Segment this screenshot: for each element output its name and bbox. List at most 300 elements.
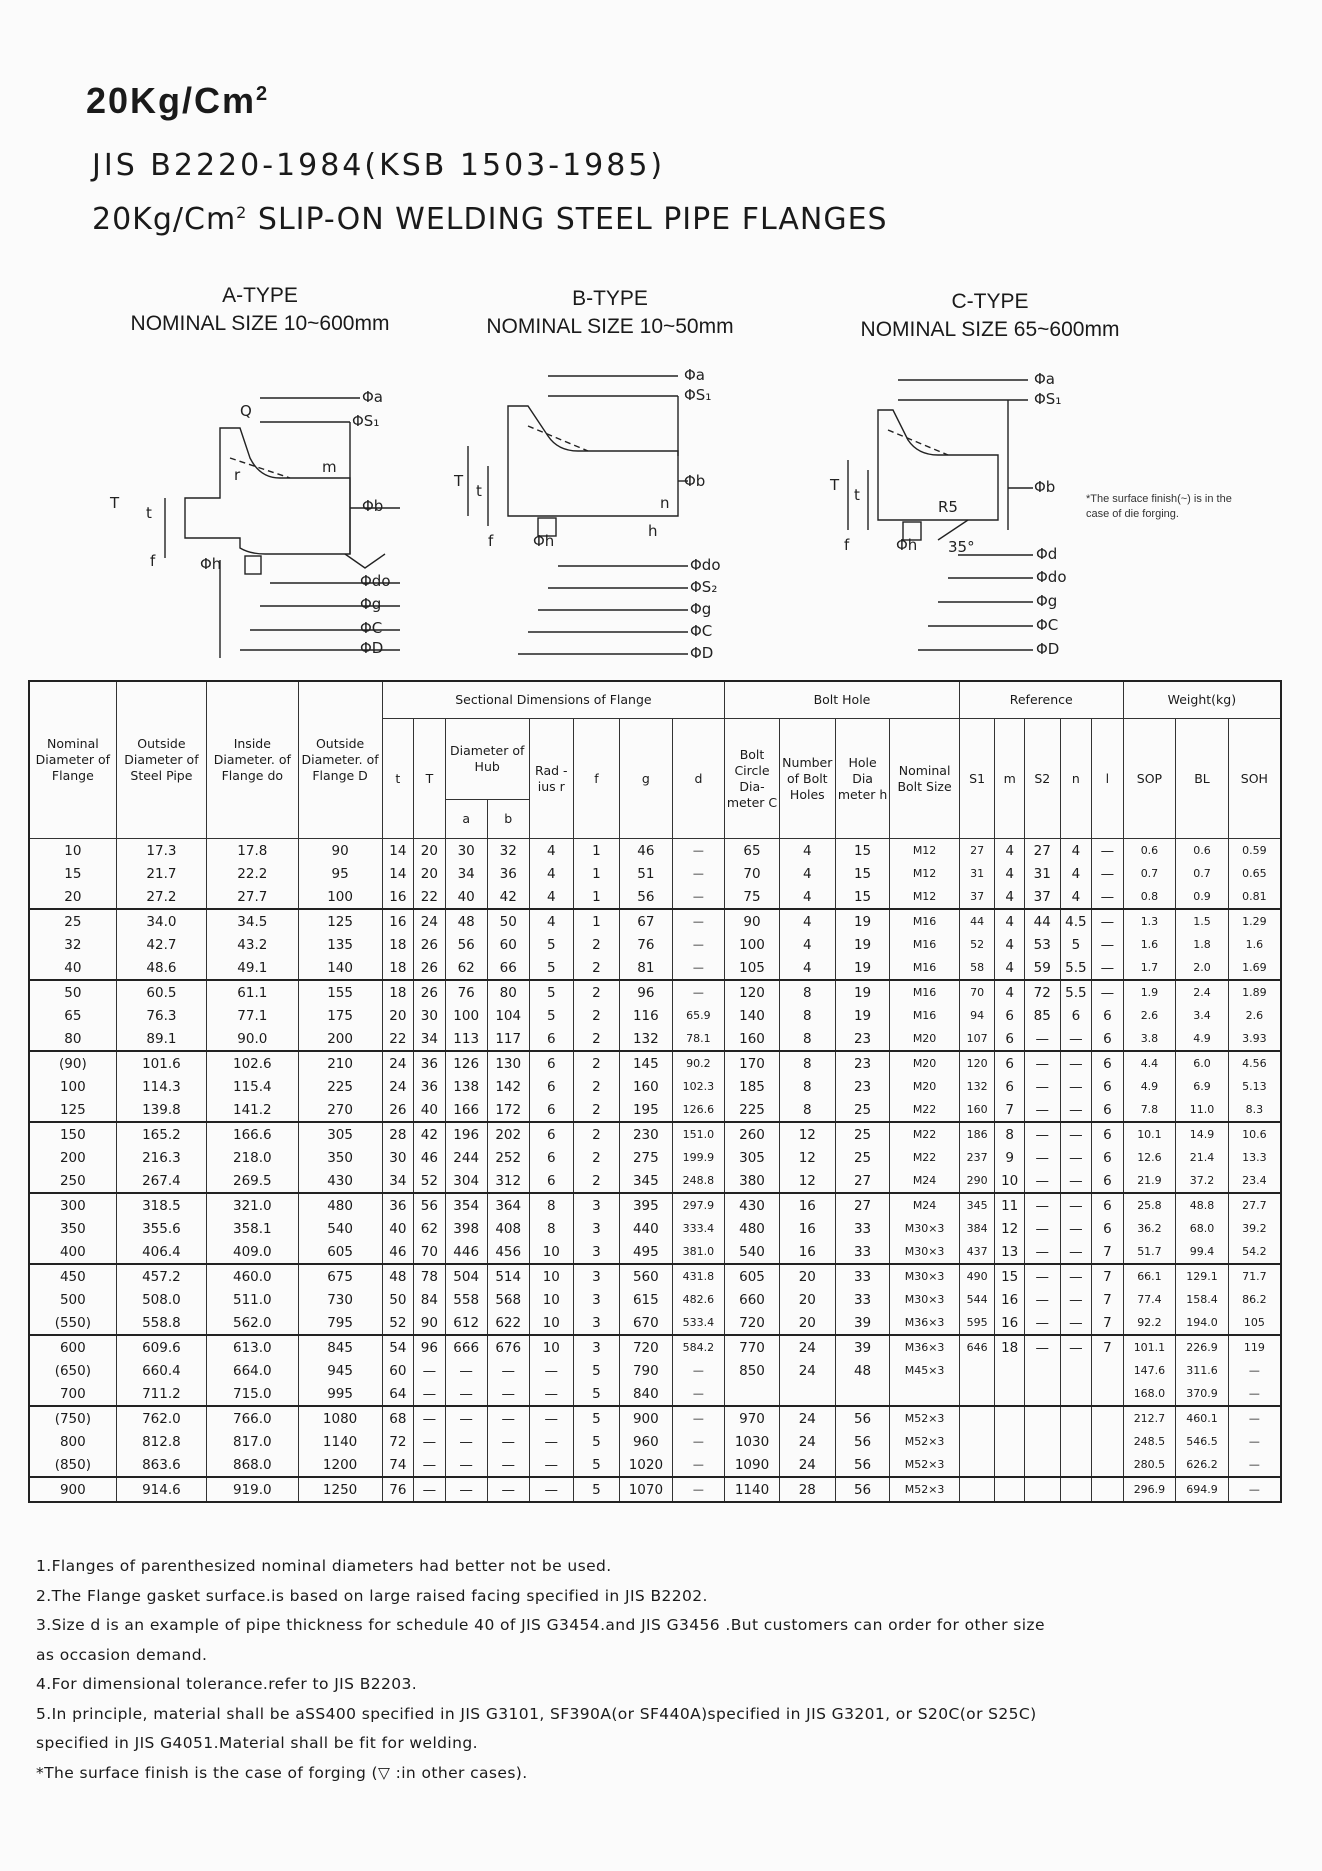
table-cell: 12.6 — [1123, 1146, 1176, 1169]
label-phi-c: ΦC — [690, 622, 713, 640]
table-cell: 46 — [382, 1240, 414, 1264]
table-cell: 13 — [995, 1240, 1024, 1264]
table-cell: 132 — [620, 1027, 673, 1051]
label-n: n — [660, 494, 670, 512]
table-cell: — — [1024, 1217, 1060, 1240]
table-cell: 700 — [29, 1382, 116, 1406]
table-cell: — — [1060, 1240, 1092, 1264]
table-cell: 400 — [29, 1240, 116, 1264]
table-cell: 4 — [779, 862, 835, 885]
table-cell: 2 — [573, 1027, 619, 1051]
table-cell: 730 — [298, 1288, 382, 1311]
surface-finish-note: *The surface finish(~) is in the case of die forging. — [1086, 493, 1232, 520]
table-cell: 460.1 — [1176, 1406, 1229, 1430]
table-cell: 14.9 — [1176, 1122, 1229, 1146]
table-cell — [890, 1382, 959, 1406]
table-cell: — — [672, 1430, 725, 1453]
table-cell: — — [445, 1406, 487, 1430]
table-cell: 248.8 — [672, 1169, 725, 1193]
table-cell: 68.0 — [1176, 1217, 1229, 1240]
table-cell — [1024, 1430, 1060, 1453]
table-cell: 440 — [620, 1217, 673, 1240]
table-cell: — — [1228, 1382, 1281, 1406]
table-cell: 297.9 — [672, 1193, 725, 1217]
table-cell: 562.0 — [207, 1311, 298, 1335]
table-cell: 56 — [414, 1193, 446, 1217]
table-cell: 398 — [445, 1217, 487, 1240]
table-cell: 46 — [620, 839, 673, 863]
table-cell: 380 — [725, 1169, 780, 1193]
table-cell: 37.2 — [1176, 1169, 1229, 1193]
table-cell: 54 — [382, 1335, 414, 1359]
table-cell: 166 — [445, 1098, 487, 1122]
table-cell: 77.1 — [207, 1004, 298, 1027]
table-row — [29, 1098, 1281, 1122]
label-t: t — [854, 486, 860, 504]
table-cell: 504 — [445, 1264, 487, 1288]
label-phi-d: ΦD — [690, 644, 714, 662]
table-cell: 16 — [779, 1240, 835, 1264]
table-cell: 795 — [298, 1311, 382, 1335]
table-cell: 3 — [573, 1240, 619, 1264]
table-cell: 2 — [573, 1146, 619, 1169]
table-cell: 68 — [382, 1406, 414, 1430]
table-cell: 51.7 — [1123, 1240, 1176, 1264]
table-cell: 6 — [1092, 1122, 1124, 1146]
table-cell: 23 — [835, 1051, 890, 1075]
label-r: r — [234, 466, 241, 484]
table-cell: 56 — [835, 1453, 890, 1477]
table-cell: — — [1228, 1453, 1281, 1477]
table-cell: 52 — [959, 933, 995, 956]
table-cell: 900 — [620, 1406, 673, 1430]
table-cell: 56 — [835, 1477, 890, 1502]
table-cell: 6 — [529, 1169, 573, 1193]
table-cell: 48 — [445, 909, 487, 933]
table-cell: 46 — [414, 1146, 446, 1169]
header-outside-flange: Outside Diameter. of Flange D — [298, 681, 382, 839]
table-cell: 65 — [725, 839, 780, 863]
table-cell: — — [529, 1453, 573, 1477]
label-phi-s1: ΦS₁ — [352, 412, 380, 430]
table-cell: 230 — [620, 1122, 673, 1146]
table-row — [29, 839, 1281, 863]
table-row — [29, 1453, 1281, 1477]
table-row — [29, 909, 1281, 933]
table-cell: 96 — [620, 980, 673, 1004]
table-cell: — — [1024, 1264, 1060, 1288]
table-cell: 482.6 — [672, 1288, 725, 1311]
pressure-title: 20Kg/Cm$^2$ — [86, 80, 270, 121]
table-cell: 3 — [573, 1264, 619, 1288]
table-cell: — — [1228, 1430, 1281, 1453]
table-cell: 5 — [529, 933, 573, 956]
table-cell: 430 — [298, 1169, 382, 1193]
table-cell: 90 — [725, 909, 780, 933]
table-cell: 5 — [573, 1359, 619, 1382]
table-cell: 10.6 — [1228, 1122, 1281, 1146]
table-cell — [1092, 1477, 1124, 1502]
label-phi-g: Φg — [360, 595, 382, 613]
table-cell: 6 — [995, 1027, 1024, 1051]
table-cell: 863.6 — [116, 1453, 206, 1477]
table-cell: 16 — [995, 1311, 1024, 1335]
table-cell: 39 — [835, 1335, 890, 1359]
table-cell: 676 — [487, 1335, 529, 1359]
table-cell: M22 — [890, 1098, 959, 1122]
table-cell: 711.2 — [116, 1382, 206, 1406]
table-cell: 8 — [995, 1122, 1024, 1146]
table-cell: — — [672, 909, 725, 933]
table-cell: 23 — [835, 1027, 890, 1051]
table-cell: — — [1060, 1264, 1092, 1288]
table-cell: 0.81 — [1228, 885, 1281, 909]
label-f: f — [150, 552, 156, 570]
header-soh: SOH — [1228, 719, 1281, 839]
table-cell: 27.7 — [1228, 1193, 1281, 1217]
table-cell: 27.2 — [116, 885, 206, 909]
document-title: 20Kg/Cm$^2$ SLIP-ON WELDING STEEL PIPE FLANGES — [92, 202, 888, 237]
table-cell: 105 — [725, 956, 780, 980]
label-phi-s2: ΦS₂ — [690, 578, 718, 596]
table-cell: 210 — [298, 1051, 382, 1075]
table-cell: 158.4 — [1176, 1288, 1229, 1311]
table-cell: 5.13 — [1228, 1075, 1281, 1098]
table-cell: 160 — [620, 1075, 673, 1098]
table-cell: M12 — [890, 839, 959, 863]
table-cell — [779, 1382, 835, 1406]
table-cell: 26 — [414, 933, 446, 956]
table-cell: 584.2 — [672, 1335, 725, 1359]
table-cell: 4 — [995, 956, 1024, 980]
table-cell — [959, 1453, 995, 1477]
table-cell: 4 — [779, 839, 835, 863]
table-cell: 25.8 — [1123, 1193, 1176, 1217]
table-cell: 544 — [959, 1288, 995, 1311]
table-cell: — — [1060, 1193, 1092, 1217]
table-cell: 36.2 — [1123, 1217, 1176, 1240]
table-cell: 960 — [620, 1430, 673, 1453]
table-row — [29, 1382, 1281, 1406]
table-cell: 508.0 — [116, 1288, 206, 1311]
table-cell: 24 — [414, 909, 446, 933]
table-cell: — — [414, 1430, 446, 1453]
table-cell: 6 — [529, 1051, 573, 1075]
header-b: b — [487, 800, 529, 839]
table-cell: 90.0 — [207, 1027, 298, 1051]
table-cell: 4 — [1060, 885, 1092, 909]
table-cell: 24 — [779, 1453, 835, 1477]
table-cell: 40 — [445, 885, 487, 909]
header-outside-pipe: Outside Diameter of Steel Pipe — [116, 681, 206, 839]
header-n: n — [1060, 719, 1092, 839]
table-cell — [1060, 1406, 1092, 1430]
table-cell: 514 — [487, 1264, 529, 1288]
table-cell: 5 — [529, 956, 573, 980]
table-cell: 1200 — [298, 1453, 382, 1477]
table-cell: 490 — [959, 1264, 995, 1288]
table-cell: 64 — [382, 1382, 414, 1406]
table-cell: 260 — [725, 1122, 780, 1146]
table-cell: 20 — [382, 1004, 414, 1027]
table-row — [29, 1406, 1281, 1430]
table-cell: 345 — [959, 1193, 995, 1217]
table-cell: 762.0 — [116, 1406, 206, 1430]
table-cell: — — [1024, 1146, 1060, 1169]
label-phi-a: Φa — [362, 388, 383, 406]
table-cell: 248.5 — [1123, 1430, 1176, 1453]
table-cell: 8.3 — [1228, 1098, 1281, 1122]
table-cell: 51 — [620, 862, 673, 885]
table-cell: — — [529, 1477, 573, 1502]
table-cell: 1090 — [725, 1453, 780, 1477]
table-row — [29, 980, 1281, 1004]
table-cell: 0.7 — [1176, 862, 1229, 885]
table-cell: — — [1092, 839, 1124, 863]
label-phi-g: Φg — [690, 600, 712, 618]
table-cell: 70 — [959, 980, 995, 1004]
table-cell: 30 — [382, 1146, 414, 1169]
table-cell: — — [1024, 1288, 1060, 1311]
table-cell: 202 — [487, 1122, 529, 1146]
table-cell: 78 — [414, 1264, 446, 1288]
table-cell: 115.4 — [207, 1075, 298, 1098]
table-cell: 135 — [298, 933, 382, 956]
label-phi-s1: ΦS₁ — [1034, 390, 1062, 408]
table-cell: 15 — [835, 839, 890, 863]
table-cell: 194.0 — [1176, 1311, 1229, 1335]
table-cell: 6 — [1092, 1098, 1124, 1122]
table-cell: M12 — [890, 862, 959, 885]
table-cell: 195 — [620, 1098, 673, 1122]
table-cell: 4 — [995, 909, 1024, 933]
table-cell: 53 — [1024, 933, 1060, 956]
table-cell: 120 — [725, 980, 780, 1004]
table-cell: 4.4 — [1123, 1051, 1176, 1075]
table-cell: M30×3 — [890, 1288, 959, 1311]
table-cell: M12 — [890, 885, 959, 909]
table-cell: M16 — [890, 980, 959, 1004]
note-5: 5.In principle, material shall be aSS400 specified in JIS G3101, SF390A(or SF440A)specified in JIS G3201, or S20C(or S25C) — [36, 1704, 1037, 1723]
table-cell — [995, 1359, 1024, 1382]
table-cell: 2 — [573, 1051, 619, 1075]
table-cell: — — [414, 1406, 446, 1430]
table-cell: 76 — [620, 933, 673, 956]
table-cell: 2 — [573, 1122, 619, 1146]
table-row — [29, 1027, 1281, 1051]
table-cell: M22 — [890, 1146, 959, 1169]
table-cell: 1.29 — [1228, 909, 1281, 933]
table-cell: 165.2 — [116, 1122, 206, 1146]
table-cell: 27 — [1024, 839, 1060, 863]
table-cell: (550) — [29, 1311, 116, 1335]
table-cell: (650) — [29, 1359, 116, 1382]
table-cell: 16 — [995, 1288, 1024, 1311]
table-cell: 24 — [382, 1051, 414, 1075]
header-sectional: Sectional Dimensions of Flange — [382, 681, 725, 719]
table-cell: M45×3 — [890, 1359, 959, 1382]
table-cell: 4 — [995, 839, 1024, 863]
table-cell: 24 — [779, 1430, 835, 1453]
table-cell: 66.1 — [1123, 1264, 1176, 1288]
table-cell: — — [672, 885, 725, 909]
table-cell: — — [487, 1477, 529, 1502]
table-cell: 660 — [725, 1288, 780, 1311]
table-cell: 715.0 — [207, 1382, 298, 1406]
label-phi-s1: ΦS₁ — [684, 386, 712, 404]
table-cell: 2.4 — [1176, 980, 1229, 1004]
table-cell: 2.6 — [1228, 1004, 1281, 1027]
table-cell: 355.6 — [116, 1217, 206, 1240]
table-cell: 296.9 — [1123, 1477, 1176, 1502]
label-phi-d: ΦD — [1036, 640, 1060, 658]
table-cell: 7 — [995, 1098, 1024, 1122]
table-cell: 30 — [445, 839, 487, 863]
table-cell: 141.2 — [207, 1098, 298, 1122]
table-cell: 119 — [1228, 1335, 1281, 1359]
flange-dimension-table — [28, 680, 1282, 1503]
table-cell: 90.2 — [672, 1051, 725, 1075]
table-cell: 7 — [1092, 1311, 1124, 1335]
table-cell: (90) — [29, 1051, 116, 1075]
table-cell: 384 — [959, 1217, 995, 1240]
table-cell: 76 — [445, 980, 487, 1004]
label-angle: 35° — [948, 538, 975, 556]
table-cell: 19 — [835, 909, 890, 933]
table-cell: — — [487, 1406, 529, 1430]
table-cell: 24 — [382, 1075, 414, 1098]
table-cell: 5 — [573, 1430, 619, 1453]
table-cell: 30 — [414, 1004, 446, 1027]
table-cell: 840 — [620, 1382, 673, 1406]
table-cell: 32 — [29, 933, 116, 956]
table-cell: M20 — [890, 1051, 959, 1075]
table-cell: 90 — [298, 839, 382, 863]
table-cell — [995, 1453, 1024, 1477]
table-cell: 56 — [835, 1430, 890, 1453]
table-cell: 11.0 — [1176, 1098, 1229, 1122]
label-t: t — [476, 482, 482, 500]
table-cell: 86.2 — [1228, 1288, 1281, 1311]
table-cell: 126 — [445, 1051, 487, 1075]
table-cell — [1092, 1359, 1124, 1382]
table-cell: 430 — [725, 1193, 780, 1217]
table-cell: 10 — [529, 1240, 573, 1264]
table-cell: 495 — [620, 1240, 673, 1264]
header-bolt-size: Nominal Bolt Size — [890, 719, 959, 839]
table-cell: 6 — [529, 1075, 573, 1098]
table-cell: 460.0 — [207, 1264, 298, 1288]
table-cell: 100 — [298, 885, 382, 909]
table-cell: 216.3 — [116, 1146, 206, 1169]
table-cell: 15 — [29, 862, 116, 885]
header-f: f — [573, 719, 619, 839]
table-cell: 212.7 — [1123, 1406, 1176, 1430]
table-cell: M24 — [890, 1169, 959, 1193]
table-cell: 17.8 — [207, 839, 298, 863]
table-cell: 32 — [487, 839, 529, 863]
table-cell: 408 — [487, 1217, 529, 1240]
table-cell: 560 — [620, 1264, 673, 1288]
diagram-c-type — [788, 360, 1088, 660]
table-cell: 919.0 — [207, 1477, 298, 1502]
table-cell: 1 — [573, 885, 619, 909]
table-cell: 6.0 — [1176, 1051, 1229, 1075]
table-row — [29, 1051, 1281, 1075]
table-cell: 101.6 — [116, 1051, 206, 1075]
table-cell: 15 — [835, 885, 890, 909]
table-cell: 300 — [29, 1193, 116, 1217]
label-phi-g: Φg — [1036, 592, 1058, 610]
table-cell: 1030 — [725, 1430, 780, 1453]
table-row — [29, 885, 1281, 909]
table-cell — [1024, 1477, 1060, 1502]
table-cell: 151.0 — [672, 1122, 725, 1146]
table-cell: — — [1060, 1169, 1092, 1193]
table-cell: 4 — [779, 933, 835, 956]
table-cell: 75 — [725, 885, 780, 909]
table-cell: 120 — [959, 1051, 995, 1075]
table-cell: 1.3 — [1123, 909, 1176, 933]
flange-a-drawing — [100, 368, 420, 658]
table-cell: 720 — [725, 1311, 780, 1335]
table-cell: — — [672, 1382, 725, 1406]
table-cell: 101.1 — [1123, 1335, 1176, 1359]
table-cell: 7 — [1092, 1335, 1124, 1359]
table-cell: 800 — [29, 1430, 116, 1453]
table-cell: 237 — [959, 1146, 995, 1169]
table-cell: M20 — [890, 1075, 959, 1098]
table-cell: 2 — [573, 1169, 619, 1193]
table-cell: 92.2 — [1123, 1311, 1176, 1335]
table-cell: 107 — [959, 1027, 995, 1051]
table-cell — [995, 1406, 1024, 1430]
table-cell: 6 — [529, 1146, 573, 1169]
table-cell: 125 — [29, 1098, 116, 1122]
table-row — [29, 956, 1281, 980]
table-cell: 130 — [487, 1051, 529, 1075]
table-cell: 345 — [620, 1169, 673, 1193]
table-cell: 311.6 — [1176, 1359, 1229, 1382]
table-cell: 7 — [1092, 1288, 1124, 1311]
table-cell — [995, 1430, 1024, 1453]
table-cell: — — [672, 1453, 725, 1477]
table-cell: — — [1060, 1122, 1092, 1146]
table-cell: 0.6 — [1176, 839, 1229, 863]
table-cell: — — [414, 1382, 446, 1406]
table-cell: 90 — [414, 1311, 446, 1335]
table-cell: 6 — [1092, 1217, 1124, 1240]
table-cell: 10 — [529, 1335, 573, 1359]
table-cell: 22 — [382, 1027, 414, 1051]
header-nominal: Nominal Diameter of Flange — [29, 681, 116, 839]
table-cell: 10 — [529, 1311, 573, 1335]
table-cell: 1250 — [298, 1477, 382, 1502]
table-cell: 100 — [445, 1004, 487, 1027]
table-cell: 28 — [779, 1477, 835, 1502]
table-cell: 10 — [529, 1288, 573, 1311]
table-cell: 17.3 — [116, 839, 206, 863]
table-cell: M52×3 — [890, 1430, 959, 1453]
table-cell: — — [1060, 1311, 1092, 1335]
table-cell: 3.4 — [1176, 1004, 1229, 1027]
label-phi-do: Φdo — [1036, 568, 1067, 586]
table-cell: 8 — [779, 1075, 835, 1098]
table-cell: — — [445, 1477, 487, 1502]
table-cell: 437 — [959, 1240, 995, 1264]
table-cell: 80 — [29, 1027, 116, 1051]
table-cell: 140 — [298, 956, 382, 980]
